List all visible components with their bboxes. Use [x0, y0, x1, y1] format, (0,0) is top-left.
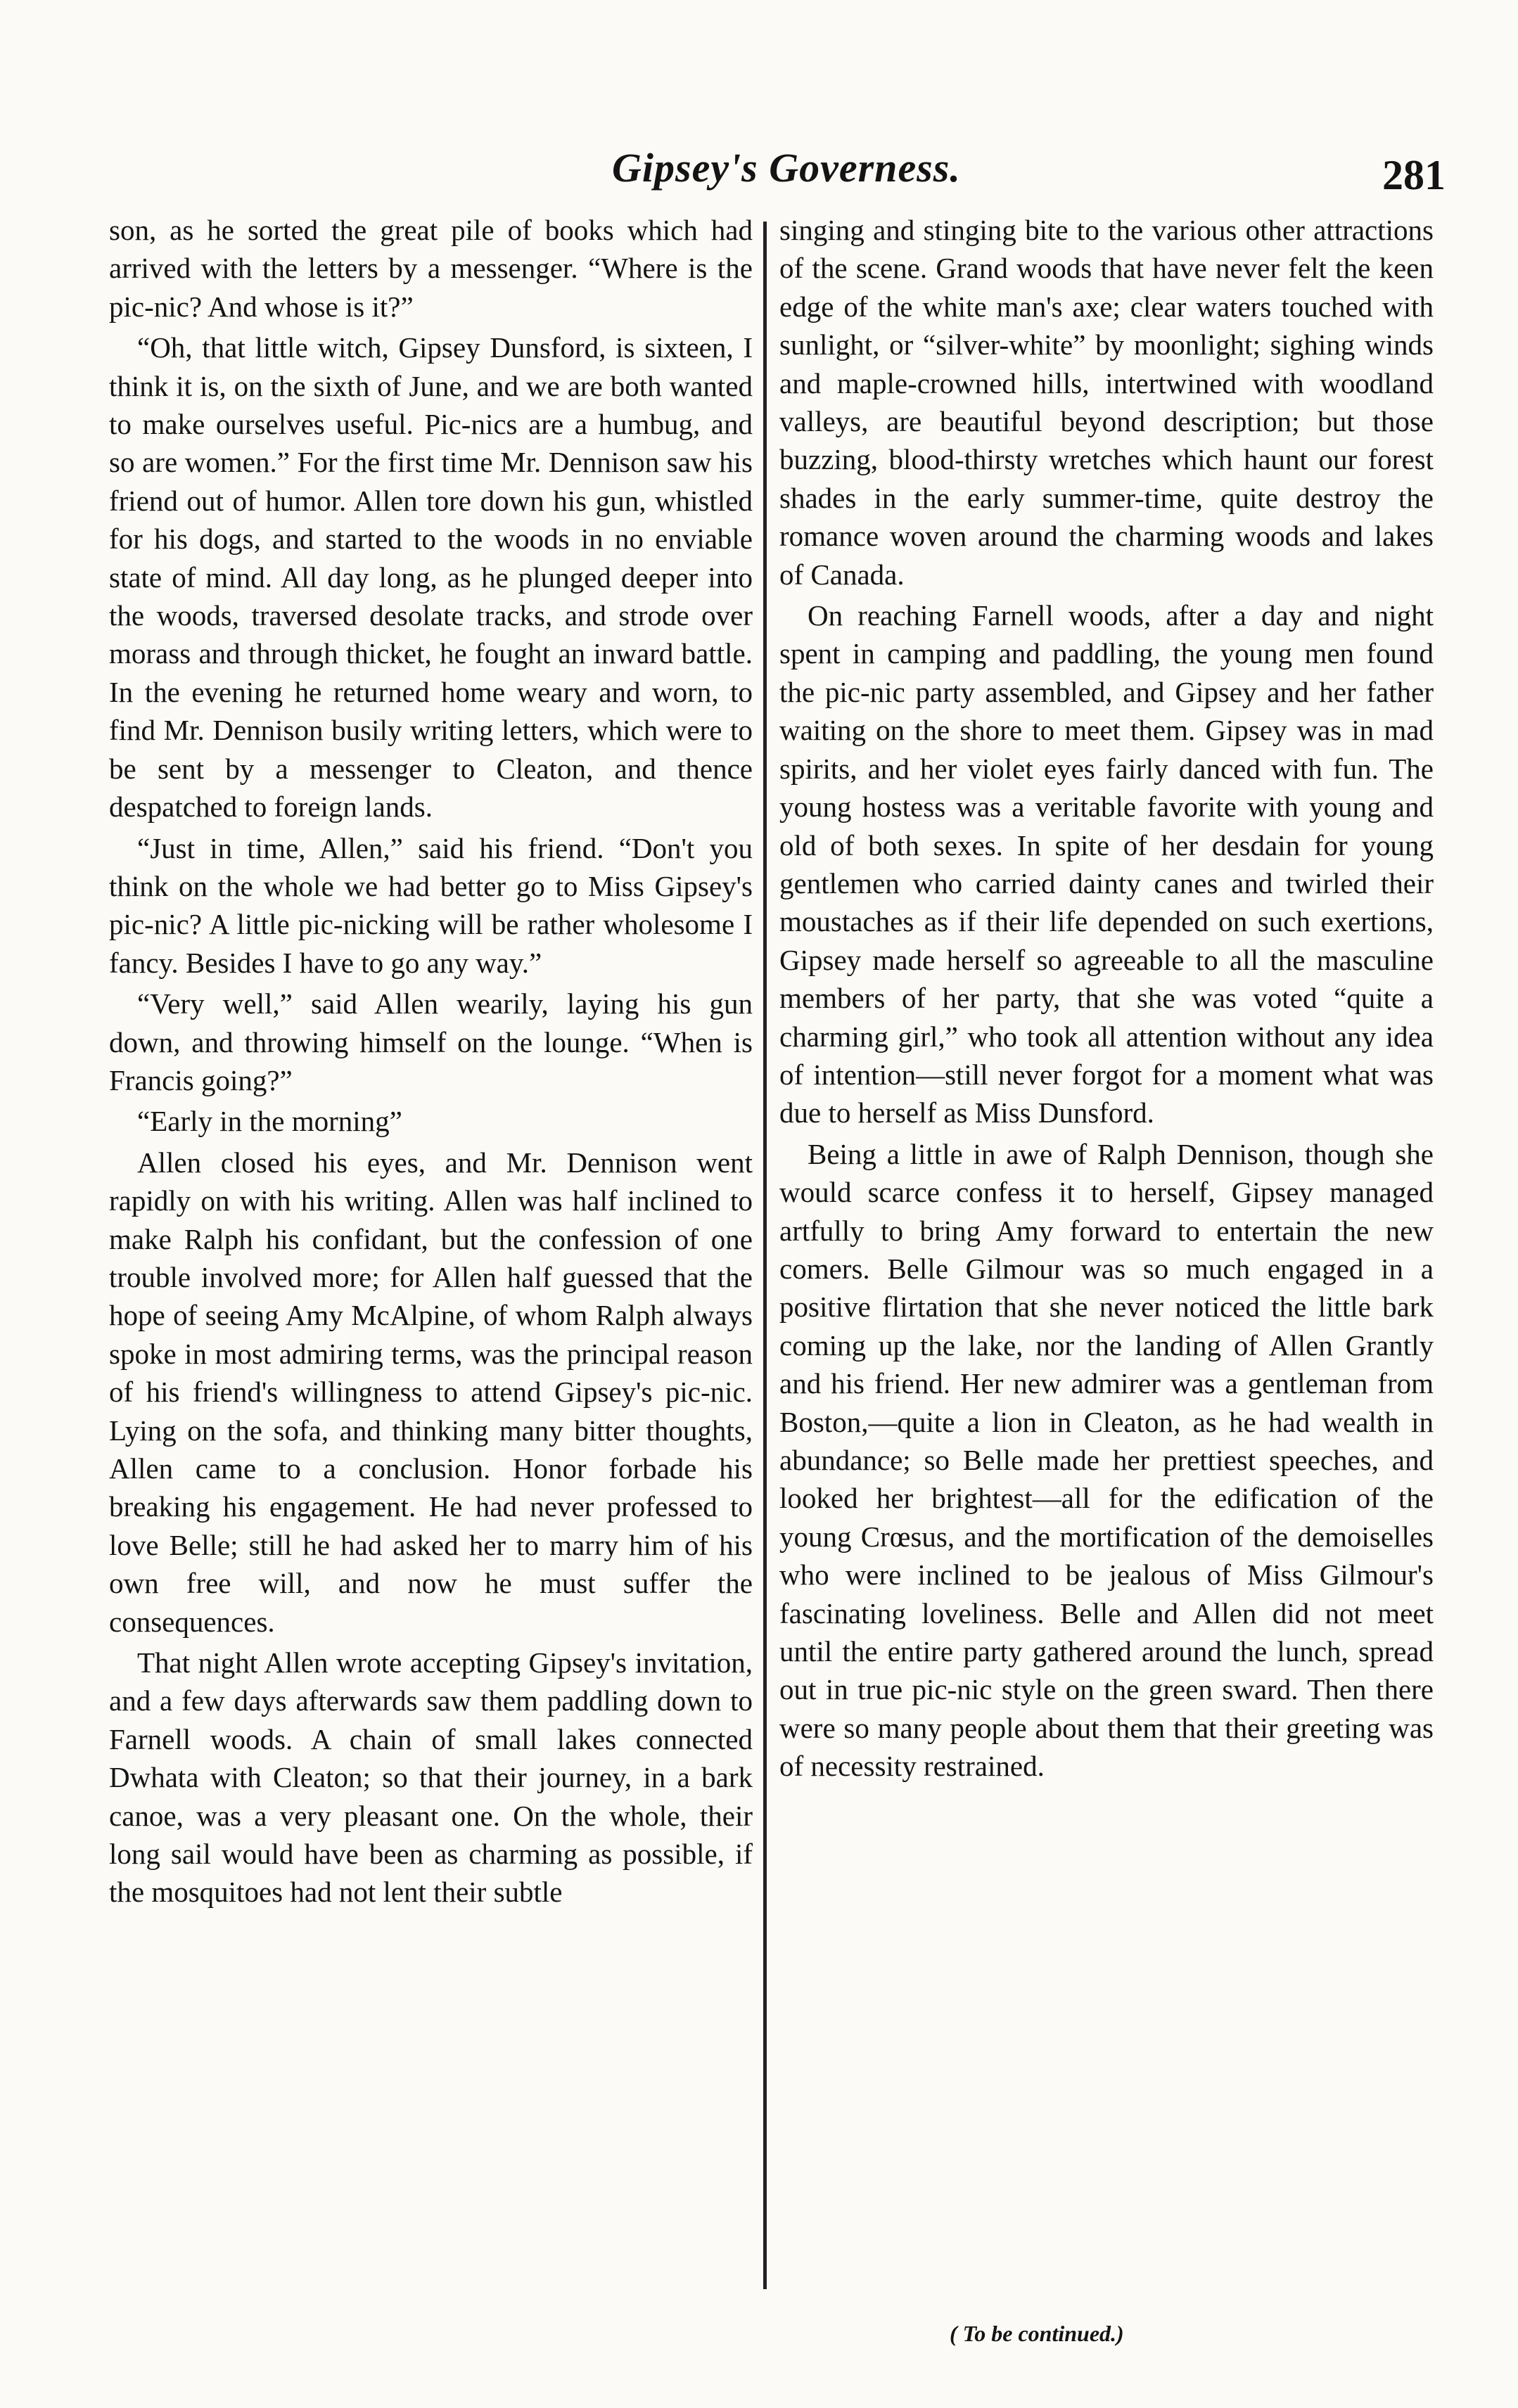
paragraph: Allen closed his eyes, and Mr. Dennison went rapidly on with his writing. Allen was half inclined to make Ralph his confidant, but the confession of one trouble involved more; for Allen half guessed that the hope of seeing Amy McAlpine, of whom Ralph always spoke in most admiring terms, was the principal reason of his friend's willingness to attend Gipsey's pic-nic. Lying on the sofa, and thinking many bitter thoughts, Allen came to a conclusion. Honor forbade his breaking his engagement. He had never professed to love Belle; still he had asked her to marry him of his own free will, and now he must suffer the consequences. [109, 1146, 753, 1638]
paragraph: “Very well,” said Allen wearily, laying his gun down, and throwing himself on the lounge. “When is Francis going?” [109, 987, 753, 1096]
paragraph: That night Allen wrote accepting Gipsey's invitation, and a few days afterwards saw them paddling down to Farnell woods. A chain of small lakes connected Dwhata with Cleaton; so that their journey, in a bark canoe, was a very pleasant one. On the whole, their long sail would have been as charming as possible, if the mosquitoes had not lent their subtle [109, 1646, 753, 1909]
paragraph: son, as he sorted the great pile of books which had arrived with the letters by a messenger. “Where is the pic-nic? And whose is it?” [109, 214, 753, 323]
paragraph: “Just in time, Allen,” said his friend. “Don't you think on the whole we had better go to Miss Gipsey's pic-nic? A little pic-nicking will be rather wholesome I fancy. Besides I have to go any way.” [109, 831, 753, 979]
left-column [109, 211, 753, 2300]
column-divider [763, 222, 767, 2289]
running-title: Gipsey's Governess. [612, 145, 961, 191]
to-be-continued: ( To be continued.) [950, 2321, 1124, 2346]
paragraph: “Oh, that little witch, Gipsey Dunsford, is sixteen, I think it is, on the sixth of June, and we are both wanted to make ourselves useful. Pic-nics are a humbug, and so are women.” For the first time Mr. Dennison saw his friend out of humor. Allen tore down his gun, whistled for his dogs, and started to the woods in no enviable state of mind. All day long, as he plunged deeper into the woods, traversed desolate tracks, and strode over morass and through thicket, he fought an inward battle. In the evening he returned home weary and worn, to find Mr. Dennison busily writing letters, which were to be sent by a messenger to Cleaton, and thence despatched to foreign lands. [109, 331, 753, 824]
page-header [0, 144, 1518, 207]
paragraph: singing and stinging bite to the various other attractions of the scene. Grand woods that have never felt the keen edge of the white man's axe; clear waters touched with sunlight, or “silver-white” by moonlight; sighing winds and maple-crowned hills, intertwined with woodland valleys, are beautiful beyond description; but those buzzing, blood-thirsty wretches which haunt our forest shades in the early summer-time, quite destroy the romance woven around the charming woods and lakes of Canada. [779, 214, 1434, 591]
paragraph: On reaching Farnell woods, after a day and night spent in camping and paddling, the young men found the pic-nic party assembled, and Gipsey and her father waiting on the shore to meet them. Gipsey was in mad spirits, and her violet eyes fairly danced with fun. The young hostess was a veritable favorite with young and old of both sexes. In spite of her desdain for young gentlemen who carried dainty canes and twirled their moustaches as if their life depended on such exertions, Gipsey made herself so agreeable to all the masculine members of her party, that she was voted “quite a charming girl,” who took all attention without any idea of intention—still never forgot for a moment what was due to herself as Miss Dunsford. [779, 599, 1434, 1129]
page-number: 281 [1382, 152, 1446, 198]
right-column [779, 211, 1434, 2300]
paragraph: Being a little in awe of Ralph Dennison, though she would scarce confess it to herself, Gipsey managed artfully to bring Amy forward to entertain the new comers. Belle Gilmour was so much engaged in a positive flirtation that she never noticed the little bark coming up the lake, nor the landing of Allen Grantly and his friend. Her new admirer was a gentleman from Boston,—quite a lion in Cleaton, as he had wealth in abundance; so Belle made her prettiest speeches, and looked her brightest—all for the edification of the young Crœsus, and the mortification of the demoiselles who were inclined to be jealous of Miss Gilmour's fascinating loveliness. Belle and Allen did not meet until the entire party gathered around the lunch, spread out in true pic-nic style on the green sward. Then there were so many people about them that their greeting was of necessity restrained. [779, 1137, 1434, 1783]
paragraph: “Early in the morning” [137, 1105, 402, 1138]
